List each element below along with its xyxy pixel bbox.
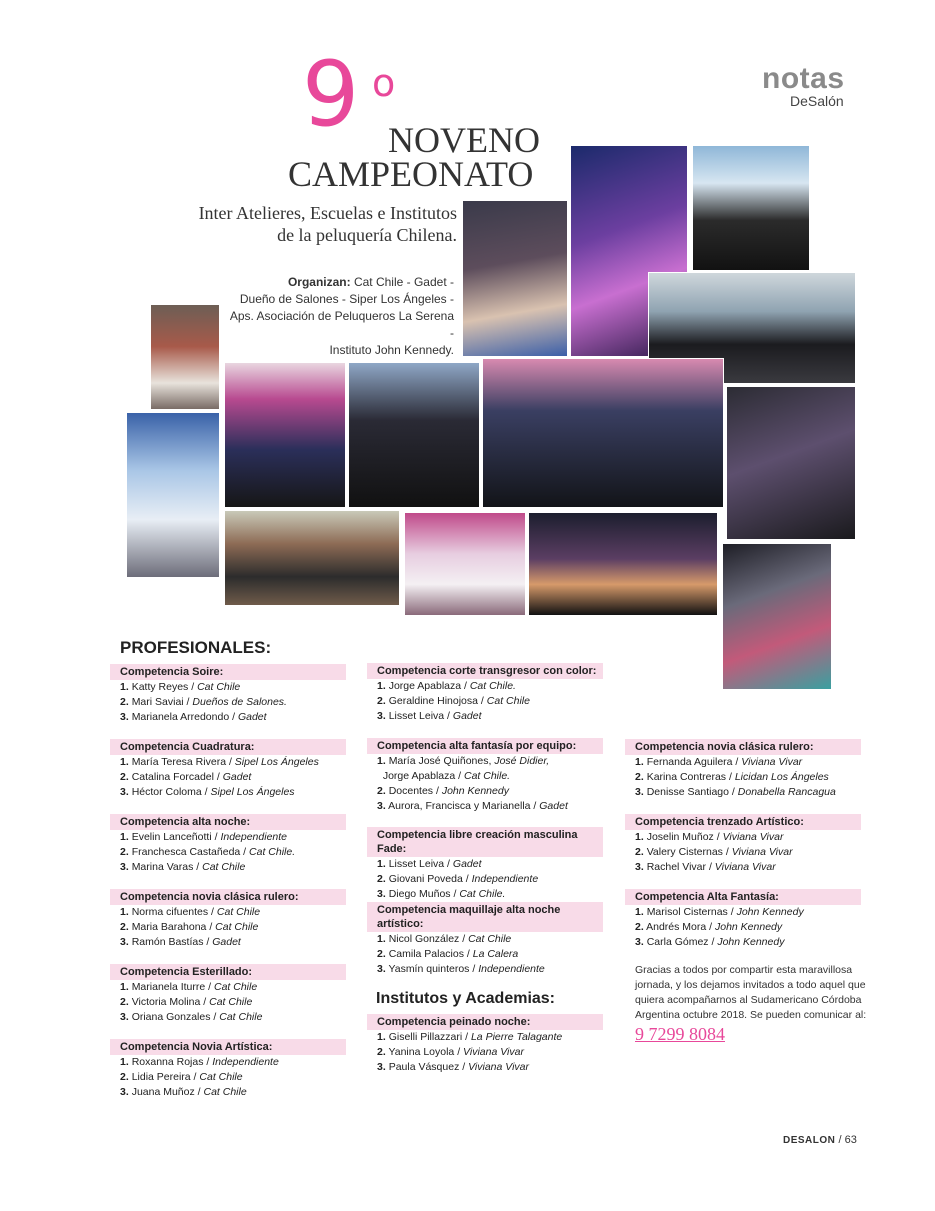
result-affiliation: Cat Chile bbox=[219, 1011, 263, 1023]
result-affiliation: Cat Chile bbox=[216, 906, 261, 918]
result-row: 2. Franchesca Castañeda / Cat Chile. bbox=[120, 846, 296, 858]
result-rank: 3. bbox=[635, 786, 644, 798]
competition-title: Competencia libre creación masculina Fade: bbox=[367, 827, 603, 857]
result-name: Marianela Iturre bbox=[131, 981, 206, 993]
result-rank: 1. bbox=[120, 906, 129, 918]
result-row: 2. Docentes / John Kennedy bbox=[377, 785, 509, 797]
result-name: Katty Reyes bbox=[131, 681, 189, 693]
result-name: Héctor Coloma bbox=[131, 786, 202, 798]
result-rank: 1. bbox=[120, 756, 129, 768]
section-heading-institutos: Institutos y Academias: bbox=[376, 990, 556, 1007]
result-affiliation: Viviana Vivar bbox=[731, 846, 793, 858]
result-row: 2. Giovani Poveda / Independiente bbox=[377, 873, 539, 885]
result-rank: 1. bbox=[377, 755, 386, 767]
title-line-2: CAMPEONATO bbox=[288, 154, 534, 194]
result-affiliation: La Calera bbox=[472, 948, 519, 960]
result-rank: 3. bbox=[120, 786, 129, 798]
result-affiliation: Viviana Vivar bbox=[741, 756, 803, 768]
result-rank: 3. bbox=[635, 936, 644, 948]
result-row: 3. Diego Muños / Cat Chile. bbox=[377, 888, 506, 900]
result-row: 1. Roxanna Rojas / Independiente bbox=[120, 1056, 279, 1068]
result-rank: 1. bbox=[120, 981, 129, 993]
result-rank: 3. bbox=[120, 1011, 129, 1023]
result-affiliation: Cat Chile bbox=[209, 996, 253, 1008]
result-rank: 3. bbox=[635, 861, 644, 873]
organizers-line: Cat Chile - Gadet - bbox=[353, 275, 454, 289]
competition-title: Competencia Novia Artística: bbox=[110, 1039, 346, 1055]
result-row: 2. Valery Cisternas / Viviana Vivar bbox=[635, 846, 793, 858]
title-number: 9 bbox=[302, 42, 360, 147]
result-affiliation: La Pierre Talagante bbox=[470, 1031, 563, 1043]
subtitle-line-2: de la peluquería Chilena. bbox=[277, 225, 457, 245]
result-name: Oriana Gonzales bbox=[131, 1011, 211, 1023]
thanks-paragraph: Gracias a todos por compartir esta maravillosa jornada, y los dejamos invitados a todo aquel que quiera acompañarnos al Sudamericano Córdoba Argentina octubre 2018. Se pueden comunicar al: bbox=[635, 964, 867, 1021]
result-name: Lisset Leiva bbox=[388, 710, 445, 722]
result-name: Maria Barahona bbox=[131, 921, 207, 933]
result-affiliation: Cat Chile. bbox=[469, 680, 516, 692]
result-row: 3. Denisse Santiago / Donabella Rancagua bbox=[635, 786, 836, 798]
result-affiliation: John Kennedy bbox=[441, 785, 509, 797]
competition-block bbox=[367, 902, 603, 977]
result-name: Geraldine Hinojosa bbox=[388, 695, 478, 707]
result-affiliation: Gadet bbox=[222, 771, 252, 783]
competition-title: Competencia maquillaje alta noche artístico: bbox=[367, 902, 603, 932]
organizers-line: Aps. Asociación de Peluqueros La Serena - bbox=[229, 309, 454, 340]
result-name: Mari Saviai bbox=[131, 696, 184, 708]
result-name: Yasmín quinteros bbox=[388, 963, 470, 975]
event-photo bbox=[348, 362, 480, 508]
competition-title: Competencia Alta Fantasía: bbox=[625, 889, 861, 905]
result-affiliation: Cat Chile bbox=[213, 981, 258, 993]
result-affiliation: Cat Chile bbox=[197, 681, 241, 693]
result-name: Rachel Vivar bbox=[646, 861, 707, 873]
result-rank: 2. bbox=[120, 1071, 129, 1083]
result-rank: 2. bbox=[377, 948, 386, 960]
result-affiliation: Sipel Los Ángeles bbox=[234, 756, 319, 768]
result-affiliation: Independiente bbox=[212, 1056, 279, 1068]
result-name: Aurora, Francisca y Marianella bbox=[388, 800, 531, 812]
result-name: Catalina Forcadel bbox=[131, 771, 214, 783]
result-affiliation: John Kennedy bbox=[714, 921, 783, 933]
result-row: 2. Victoria Molina / Cat Chile bbox=[120, 996, 253, 1008]
result-name: Denisse Santiago bbox=[646, 786, 729, 798]
result-affiliation: Licidan Los Ángeles bbox=[734, 771, 829, 783]
result-affiliation: Sipel Los Ángeles bbox=[210, 786, 295, 798]
result-name: Giovani Poveda bbox=[388, 873, 463, 885]
result-name: Paula Vásquez bbox=[388, 1061, 460, 1073]
result-affiliation: Independiente bbox=[220, 831, 288, 843]
result-rank: 1. bbox=[377, 680, 386, 692]
result-affiliation: Independiente bbox=[478, 963, 545, 975]
competition-title: Competencia trenzado Artístico: bbox=[625, 814, 861, 830]
result-row: 1. Marisol Cisternas / John Kennedy bbox=[635, 906, 804, 918]
result-name: Marina Varas bbox=[131, 861, 194, 873]
result-rank: 2. bbox=[120, 696, 129, 708]
result-affiliation: John Kennedy bbox=[736, 906, 804, 918]
result-rank: 2. bbox=[635, 771, 644, 783]
result-row: Jorge Apablaza / Cat Chile. bbox=[382, 770, 511, 782]
result-affiliation: Cat Chile. bbox=[459, 888, 506, 900]
result-row: 1. Marianela Iturre / Cat Chile bbox=[120, 981, 258, 993]
page-footer bbox=[783, 1134, 857, 1146]
result-rank: 1. bbox=[635, 756, 644, 768]
result-affiliation: Cat Chile bbox=[202, 861, 246, 873]
contact-phone-link[interactable]: 9 7299 8084 bbox=[635, 1024, 725, 1044]
result-name: Jorge Apablaza bbox=[388, 680, 462, 692]
competition-block bbox=[367, 663, 603, 724]
result-row: 1. Lisset Leiva / Gadet bbox=[377, 858, 482, 870]
event-photo bbox=[126, 412, 220, 578]
result-row: 3. Paula Vásquez / Viviana Vivar bbox=[377, 1061, 529, 1073]
result-rank: 2. bbox=[120, 771, 129, 783]
result-name: Juana Muñoz bbox=[131, 1086, 195, 1098]
result-affiliation: Cat Chile. bbox=[249, 846, 296, 858]
result-name: Lidia Pereira bbox=[131, 1071, 191, 1083]
result-rank: 3. bbox=[120, 861, 129, 873]
event-photo bbox=[224, 510, 400, 606]
result-row: 1. Giselli Pillazzari / La Pierre Talagante bbox=[377, 1031, 563, 1043]
competition-title: Competencia novia clásica rulero: bbox=[625, 739, 861, 755]
organizers-label: Organizan: bbox=[287, 275, 351, 289]
competition-title: Competencia novia clásica rulero: bbox=[110, 889, 346, 905]
result-rank: 1. bbox=[120, 831, 129, 843]
competition-block bbox=[110, 1039, 346, 1100]
result-row: 1. Joselin Muñoz / Viviana Vivar bbox=[635, 831, 784, 843]
section-brand-desalon: DeSalón bbox=[790, 93, 844, 109]
result-affiliation: Cat Chile bbox=[215, 921, 259, 933]
result-affiliation: Donabella Rancagua bbox=[737, 786, 836, 798]
result-affiliation: Gadet bbox=[212, 936, 241, 948]
result-name: Valery Cisternas bbox=[646, 846, 723, 858]
result-rank: 2. bbox=[377, 873, 386, 885]
result-rank: 3. bbox=[377, 1061, 386, 1073]
section-brand-notas: notas bbox=[762, 62, 845, 95]
result-rank: 1. bbox=[635, 906, 644, 918]
result-rank: 3. bbox=[377, 888, 386, 900]
result-rank: 2. bbox=[377, 785, 386, 797]
result-name: Jorge Apablaza bbox=[382, 770, 456, 782]
result-name: Camila Palacios bbox=[388, 948, 464, 960]
result-row: 3. Rachel Vivar / Viviana Vivar bbox=[635, 861, 776, 873]
result-affiliation: Viviana Vivar bbox=[468, 1061, 529, 1073]
result-row: 3. Juana Muñoz / Cat Chile bbox=[120, 1086, 247, 1098]
result-rank: 3. bbox=[120, 711, 129, 723]
result-name: Giselli Pillazzari bbox=[388, 1031, 463, 1043]
result-name: Marianela Arredondo bbox=[131, 711, 230, 723]
result-row: 2. Camila Palacios / La Calera bbox=[377, 948, 519, 960]
result-rank: 3. bbox=[120, 1086, 129, 1098]
result-affiliation: Cat Chile. bbox=[464, 770, 511, 782]
result-name: Lisset Leiva bbox=[388, 858, 445, 870]
section-heading-profesionales: PROFESIONALES: bbox=[120, 638, 272, 657]
event-photo bbox=[726, 386, 856, 540]
result-rank: 2. bbox=[377, 695, 386, 707]
result-row: 1. Fernanda Aguilera / Viviana Vivar bbox=[635, 756, 803, 768]
result-affiliation: Gadet bbox=[539, 800, 568, 812]
result-row: 2. Maria Barahona / Cat Chile bbox=[120, 921, 259, 933]
result-row: 3. Aurora, Francisca y Marianella / Gadet bbox=[377, 800, 568, 812]
result-rank: 1. bbox=[377, 933, 386, 945]
title-ordinal: o bbox=[372, 61, 396, 105]
competition-block bbox=[110, 664, 346, 725]
event-photo bbox=[528, 512, 718, 616]
result-row: 3. Yasmín quinteros / Independiente bbox=[377, 963, 545, 975]
result-name: Docentes bbox=[388, 785, 434, 797]
result-rank: 3. bbox=[377, 800, 386, 812]
result-row: 3. Marianela Arredondo / Gadet bbox=[120, 711, 267, 723]
competition-title: Competencia alta noche: bbox=[110, 814, 346, 830]
result-rank: 1. bbox=[120, 1056, 129, 1068]
competition-title: Competencia alta fantasía por equipo: bbox=[367, 738, 603, 754]
result-row: 3. Carla Gómez / John Kennedy bbox=[635, 936, 785, 948]
result-name: Yanina Loyola bbox=[388, 1046, 455, 1058]
event-photo bbox=[404, 512, 526, 616]
result-row: 3. Ramón Bastías / Gadet bbox=[120, 936, 241, 948]
result-name: Marisol Cisternas bbox=[646, 906, 728, 918]
result-name: Evelin Lanceñotti bbox=[131, 831, 212, 843]
result-row: 2. Yanina Loyola / Viviana Vivar bbox=[377, 1046, 524, 1058]
result-row: 1. María Teresa Rivera / Sipel Los Ángeles bbox=[120, 756, 319, 768]
footer-brand: DESALON bbox=[783, 1135, 836, 1146]
result-name: María Teresa Rivera bbox=[131, 756, 227, 768]
result-row: 2. Karina Contreras / Licidan Los Ángeles bbox=[635, 771, 829, 783]
result-name: Nicol González bbox=[388, 933, 460, 945]
event-photo bbox=[722, 543, 832, 690]
competition-block bbox=[367, 1014, 603, 1075]
result-row: 3. Lisset Leiva / Gadet bbox=[377, 710, 482, 722]
result-rank: 2. bbox=[120, 921, 129, 933]
competition-block bbox=[625, 739, 861, 800]
result-rank: 1. bbox=[377, 858, 386, 870]
competition-title: Competencia Esterillado: bbox=[110, 964, 346, 980]
organizers-line: Instituto John Kennedy. bbox=[329, 343, 454, 357]
organizers-line: Dueño de Salones - Siper Los Ángeles - bbox=[239, 292, 454, 306]
result-row: 2. Catalina Forcadel / Gadet bbox=[120, 771, 252, 783]
organizers bbox=[226, 274, 454, 359]
result-name: Fernanda Aguilera bbox=[646, 756, 733, 768]
result-rank: 1. bbox=[635, 831, 644, 843]
page-number: / 63 bbox=[838, 1134, 857, 1146]
competition-block bbox=[110, 814, 346, 875]
result-affiliation: Cat Chile bbox=[203, 1086, 247, 1098]
result-affiliation: Gadet bbox=[452, 710, 482, 722]
event-photo bbox=[462, 200, 568, 357]
competition-block bbox=[110, 889, 346, 950]
result-rank: 2. bbox=[377, 1046, 386, 1058]
competition-title: Competencia Cuadratura: bbox=[110, 739, 346, 755]
result-name: Victoria Molina bbox=[131, 996, 201, 1008]
result-affiliation: John Kennedy bbox=[717, 936, 785, 948]
result-affiliation: Cat Chile bbox=[486, 695, 530, 707]
result-row: 3. Oriana Gonzales / Cat Chile bbox=[120, 1011, 263, 1023]
competition-block bbox=[110, 964, 346, 1025]
result-rank: 2. bbox=[120, 996, 129, 1008]
result-row: 2. Andrés Mora / John Kennedy bbox=[635, 921, 783, 933]
event-photo bbox=[692, 145, 810, 271]
result-row: 1. Katty Reyes / Cat Chile bbox=[120, 681, 241, 693]
event-photo bbox=[150, 304, 220, 410]
result-name: Franchesca Castañeda bbox=[131, 846, 241, 858]
competition-block bbox=[367, 738, 603, 814]
competition-title: Competencia peinado noche: bbox=[367, 1014, 603, 1030]
result-name: Roxanna Rojas bbox=[131, 1056, 204, 1068]
result-row: 3. Marina Varas / Cat Chile bbox=[120, 861, 246, 873]
competition-block bbox=[110, 739, 346, 800]
result-row: 1. Norma cifuentes / Cat Chile bbox=[120, 906, 261, 918]
result-rank: 3. bbox=[120, 936, 129, 948]
result-affiliation: José Didier, bbox=[494, 755, 550, 767]
result-rank: 3. bbox=[377, 710, 386, 722]
event-photo bbox=[482, 358, 724, 508]
result-rank: 3. bbox=[377, 963, 386, 975]
competition-title: Competencia corte transgresor con color: bbox=[367, 663, 603, 679]
result-affiliation: Gadet bbox=[452, 858, 482, 870]
result-affiliation: Viviana Vivar bbox=[714, 861, 776, 873]
result-name: Andrés Mora bbox=[646, 921, 707, 933]
result-row: 1. Evelin Lanceñotti / Independiente bbox=[120, 831, 288, 843]
result-affiliation: Viviana Vivar bbox=[722, 831, 784, 843]
result-affiliation: Independiente bbox=[471, 873, 539, 885]
result-name: Ramón Bastías bbox=[131, 936, 204, 948]
result-rank: 1. bbox=[120, 681, 129, 693]
result-row: 2. Mari Saviai / Dueños de Salones. bbox=[120, 696, 287, 708]
result-row: 3. Héctor Coloma / Sipel Los Ángeles bbox=[120, 786, 295, 798]
result-affiliation: Gadet bbox=[237, 711, 267, 723]
result-row: 2. Lidia Pereira / Cat Chile bbox=[120, 1071, 243, 1083]
result-rank: 1. bbox=[377, 1031, 386, 1043]
competition-title: Competencia Soire: bbox=[110, 664, 346, 680]
result-name: Joselin Muñoz bbox=[646, 831, 714, 843]
result-rank: 2. bbox=[635, 846, 644, 858]
result-row: 1. Nicol González / Cat Chile bbox=[377, 933, 512, 945]
result-affiliation: Cat Chile bbox=[199, 1071, 243, 1083]
result-name: Norma cifuentes bbox=[131, 906, 209, 918]
result-rank: 2. bbox=[635, 921, 644, 933]
competition-block bbox=[367, 827, 603, 902]
result-row: 2. Geraldine Hinojosa / Cat Chile bbox=[377, 695, 530, 707]
result-name: Diego Muños bbox=[388, 888, 451, 900]
result-name: María José Quiñones, bbox=[388, 755, 492, 767]
competition-block bbox=[625, 889, 861, 950]
subtitle-line-1: Inter Atelieres, Escuelas e Institutos bbox=[198, 203, 457, 223]
event-photo bbox=[224, 362, 346, 508]
result-affiliation: Viviana Vivar bbox=[463, 1046, 524, 1058]
result-affiliation: Dueños de Salones. bbox=[192, 696, 287, 708]
result-affiliation: Cat Chile bbox=[468, 933, 512, 945]
result-rank: 2. bbox=[120, 846, 129, 858]
result-row bbox=[367, 754, 603, 769]
title-line-1: NOVENO bbox=[388, 120, 540, 160]
result-name: Carla Gómez bbox=[646, 936, 709, 948]
result-name: Karina Contreras bbox=[646, 771, 727, 783]
result-row: 1. Jorge Apablaza / Cat Chile. bbox=[377, 680, 516, 692]
competition-block bbox=[625, 814, 861, 875]
